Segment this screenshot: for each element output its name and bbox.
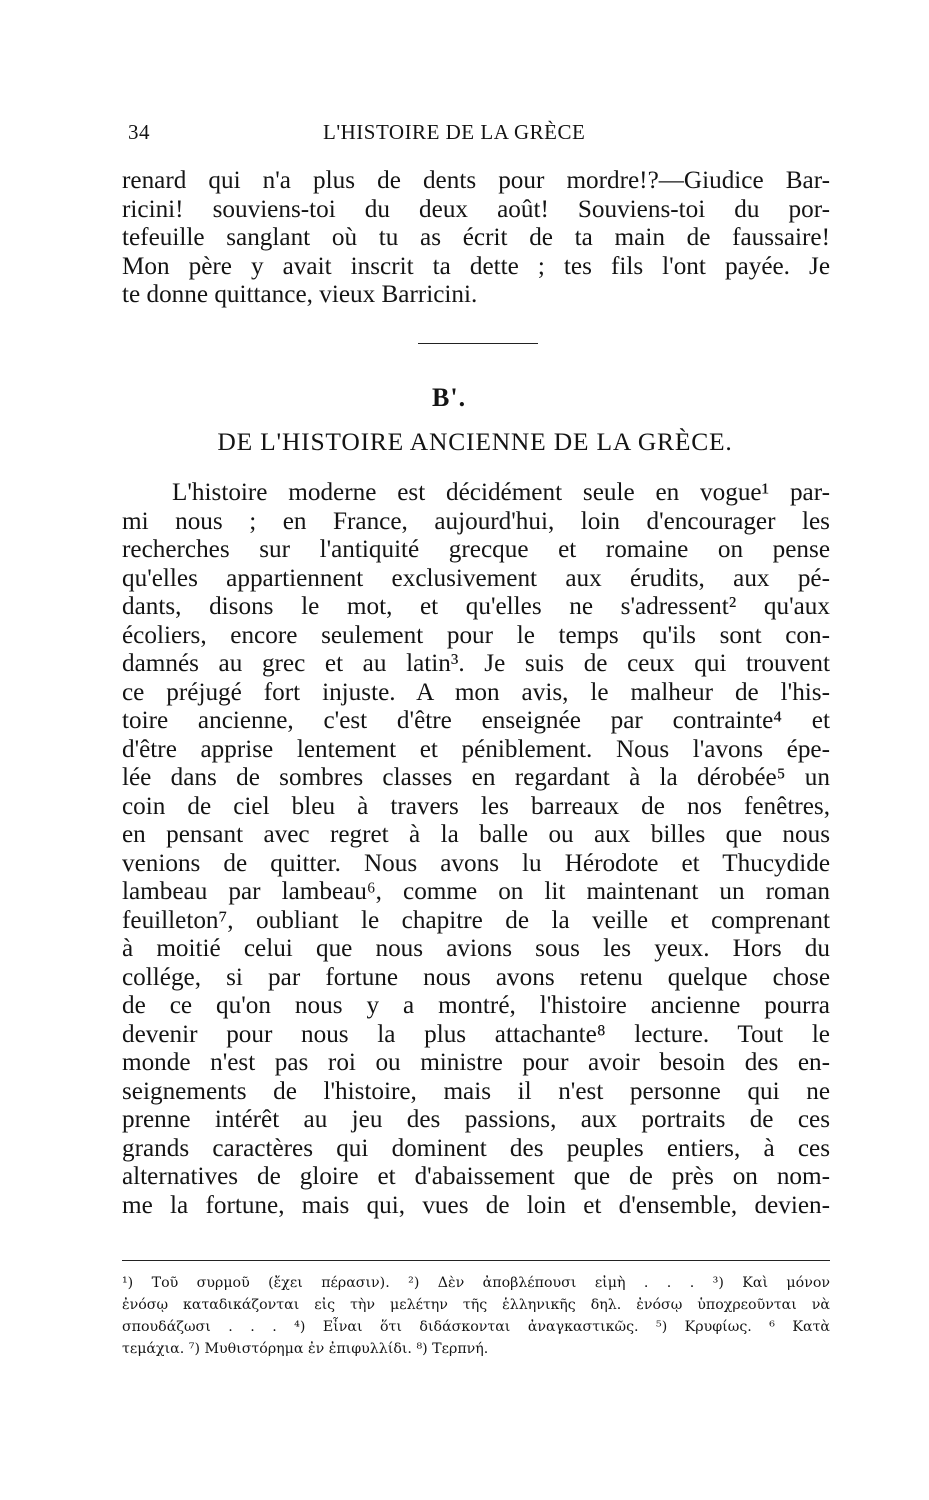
text-line: d'être apprise lentement et péniblement. Nous l'avons épe- <box>122 735 830 763</box>
continuation-paragraph <box>122 167 830 310</box>
footnotes <box>122 1272 830 1360</box>
text-line: ricini! souviens-toi du deux août! Souviens-toi du por- <box>122 195 830 223</box>
page-number: 34 <box>128 120 150 144</box>
text-line: prenne intérêt au jeu des passions, aux portraits de ces <box>122 1106 830 1133</box>
page-header <box>128 120 828 146</box>
text-line: lambeau par lambeau⁶, comme on lit maintenant un roman <box>122 878 830 905</box>
footnote-line: σπουδάζωσι . . . ⁴) Εἶναι ὅτι διδάσκονται ἀναγκαστικῶς. ⁵) Κρυφίως. ⁶ Κατὰ <box>122 1319 830 1335</box>
text-line: ce préjugé fort injuste. A mon avis, le malheur de l'his- <box>122 678 830 706</box>
text-line: mi nous ; en France, aujourd'hui, loin d'encourager les <box>122 507 830 535</box>
text-line: tefeuille sanglant où tu as écrit de ta main de faussaire! <box>122 224 830 251</box>
text-line: me la fortune, mais qui, vues de loin et d'ensemble, devien- <box>122 1191 830 1219</box>
text-line: coin de ciel bleu à travers les barreaux de nos fenêtres, <box>122 792 830 820</box>
text-line: grands caractères qui dominent des peuples entiers, à ces <box>122 1134 830 1162</box>
text-line: venions de quitter. Nous avons lu Hérodote et Thucydide <box>122 849 830 877</box>
text-line: te donne quittance, vieux Barricini. <box>122 281 478 308</box>
text-line: qu'elles appartiennent exclusivement aux érudits, aux pé- <box>122 564 830 592</box>
text-line: damnés au grec et au latin³. Je suis de ceux qui trouvent <box>122 650 830 677</box>
text-line: renard qui n'a plus de dents pour mordre!?—Giudice Bar- <box>122 167 830 194</box>
section-divider <box>418 343 538 344</box>
text-line: Mon père y avait inscrit ta dette ; tes fils l'ont payée. Je <box>122 252 830 280</box>
text-line: toire ancienne, c'est d'être enseignée par contrainte⁴ et <box>122 707 830 734</box>
text-line: devenir pour nous la plus attachante⁸ lecture. Tout le <box>122 1020 830 1048</box>
text-line: recherches sur l'antiquité grecque et romaine on pense <box>122 536 830 563</box>
section-marker: B'. <box>432 383 467 412</box>
text-line: de ce qu'on nous y a montré, l'histoire ancienne pourra <box>122 992 830 1019</box>
text-line: alternatives de gloire et d'abaissement que de près on nom- <box>122 1163 830 1190</box>
text-line: à moitié celui que nous avions sous les yeux. Hors du <box>122 935 830 962</box>
text-line: écoliers, encore seulement pour le temps qu'ils sont con- <box>122 621 830 649</box>
footnote-line: τεμάχια. ⁷) Μυθιστόρημα ἐν ἐπιφυλλίδι. ⁸) Τερπνή. <box>122 1341 489 1357</box>
section-heading: DE L'HISTOIRE ANCIENNE DE LA GRÈCE. <box>217 427 733 456</box>
footnote-divider <box>122 1260 830 1261</box>
text-line: seignements de l'histoire, mais il n'est personne qui ne <box>122 1077 830 1105</box>
text-line: feuilleton⁷, oubliant le chapitre de la veille et comprenant <box>122 906 830 934</box>
text-line: dants, disons le mot, et qu'elles ne s'adressent² qu'aux <box>122 593 830 620</box>
text-line: lée dans de sombres classes en regardant à la dérobée⁵ un <box>122 764 830 791</box>
footnote-line: ¹) Τοῦ συρμοῦ (ἔχει πέρασιν). ²) Δὲν ἀποβλέπουσι εἰμὴ . . . ³) Καὶ μόνον <box>122 1275 830 1291</box>
running-title: L'HISTOIRE DE LA GRÈCE <box>323 120 586 144</box>
text-line: monde n'est pas roi ou ministre pour avoir besoin des en- <box>122 1049 830 1076</box>
text-line: collége, si par fortune nous avons retenu quelque chose <box>122 963 830 991</box>
footnote-line: ἐνόσῳ καταδικάζονται εἰς τὴν μελέτην τῆς ἑλληνικῆς δηλ. ἐνόσῳ ὑποχρεοῦνται νὰ <box>122 1297 830 1313</box>
text-line: L'histoire moderne est décidément seule en vogue¹ par- <box>172 479 830 506</box>
text-line: en pensant avec regret à la balle ou aux billes que nous <box>122 821 830 848</box>
body-paragraph <box>122 479 830 1220</box>
